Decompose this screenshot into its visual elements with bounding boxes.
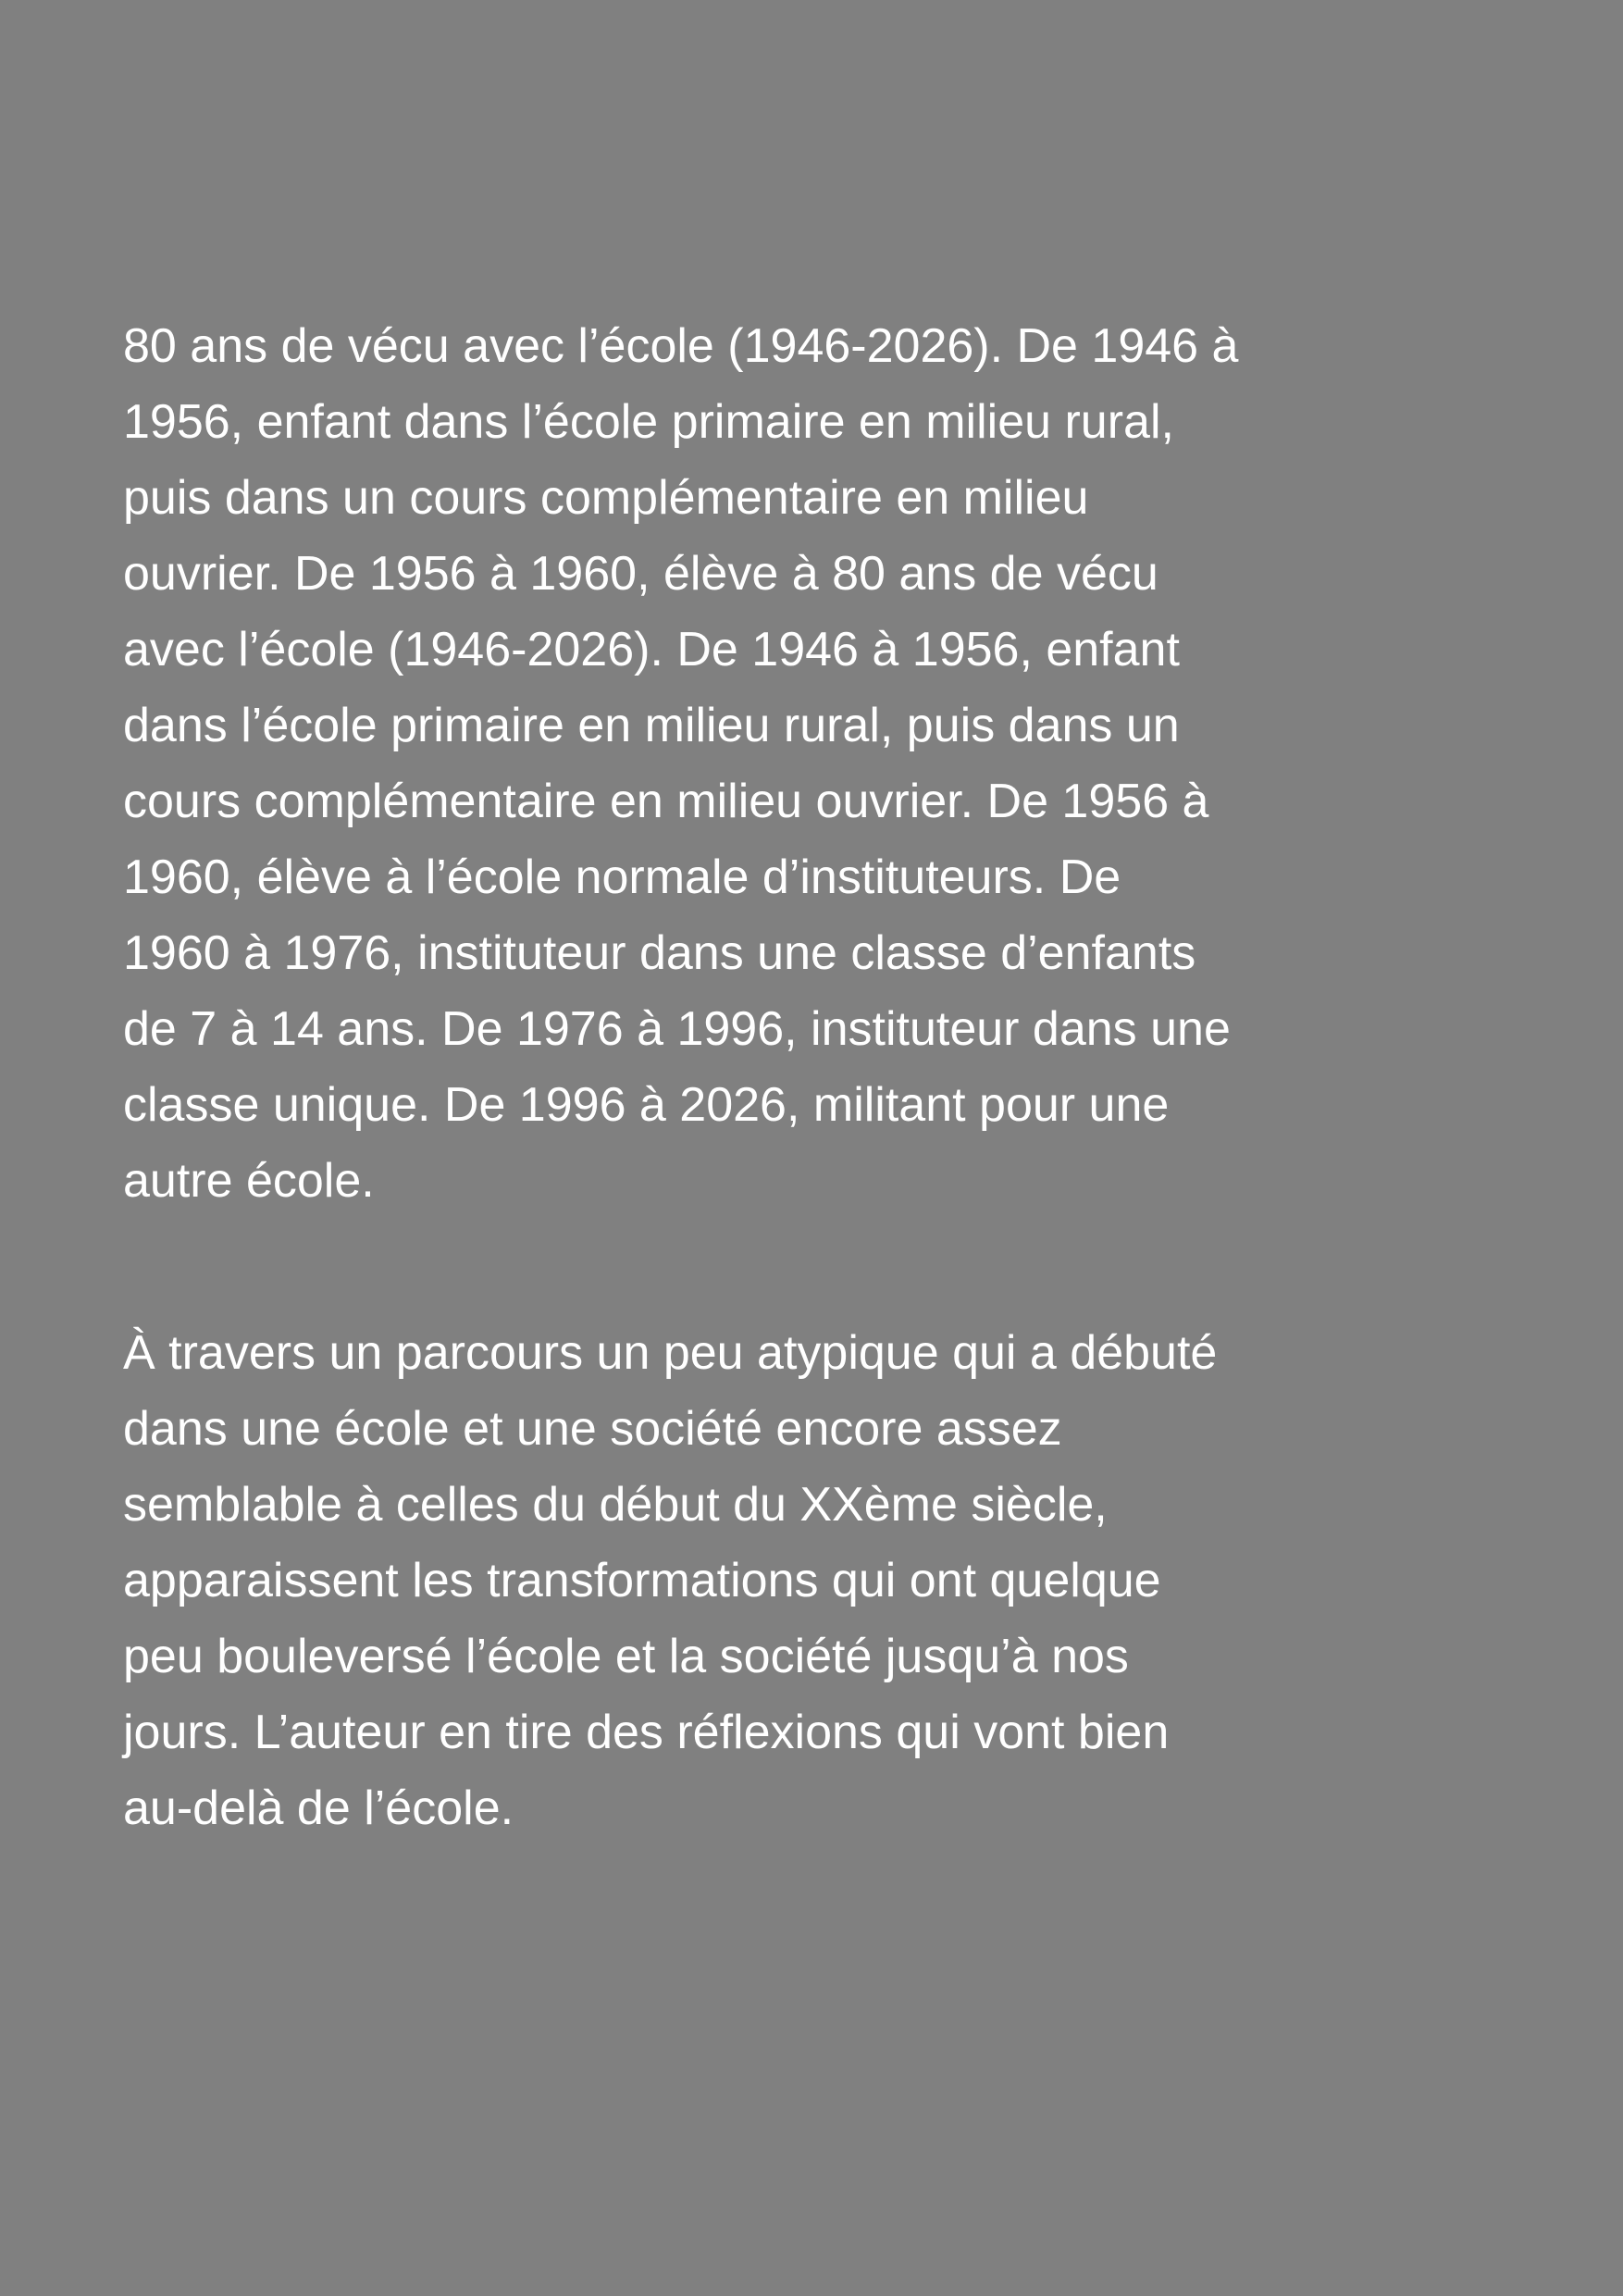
text-line: ouvrier. De 1956 à 1960, élève à 80 ans de vécu — [123, 547, 1158, 601]
text-line: dans une école et une société encore assez — [123, 1402, 1062, 1456]
text-line: puis dans un cours complémentaire en milieu — [123, 471, 1089, 525]
text-line: 1960, élève à l’école normale d’instituteurs. De — [123, 850, 1121, 904]
text-line: 1960 à 1976, instituteur dans une classe d’enfants — [123, 926, 1196, 980]
text-line: au-delà de l’école. — [123, 1781, 514, 1835]
back-cover-text — [123, 308, 1511, 1846]
paragraph-summary — [123, 1315, 1511, 1846]
text-line: peu bouleversé l’école et la société jusqu’à nos — [123, 1630, 1129, 1683]
paragraph-biography — [123, 308, 1511, 1219]
text-line: cours complémentaire en milieu ouvrier. De 1956 à — [123, 775, 1209, 828]
text-line: apparaissent les transformations qui ont quelque — [123, 1554, 1161, 1607]
text-line: jours. L’auteur en tire des réflexions qui vont bien — [123, 1706, 1170, 1759]
text-line: 1956, enfant dans l’école primaire en milieu rural, — [123, 395, 1174, 449]
text-line: classe unique. De 1996 à 2026, militant pour une — [123, 1078, 1170, 1132]
text-line: semblable à celles du début du XXème siècle, — [123, 1478, 1108, 1532]
text-line: dans l’école primaire en milieu rural, puis dans un — [123, 699, 1180, 752]
text-line: de 7 à 14 ans. De 1976 à 1996, instituteur dans une — [123, 1002, 1231, 1056]
text-line: avec l’école (1946-2026). De 1946 à 1956, enfant — [123, 623, 1180, 676]
text-line: À travers un parcours un peu atypique qui a débuté — [123, 1326, 1218, 1380]
text-line: 80 ans de vécu avec l’école (1946-2026). De 1946 à — [123, 319, 1239, 373]
text-line: autre école. — [123, 1154, 375, 1208]
